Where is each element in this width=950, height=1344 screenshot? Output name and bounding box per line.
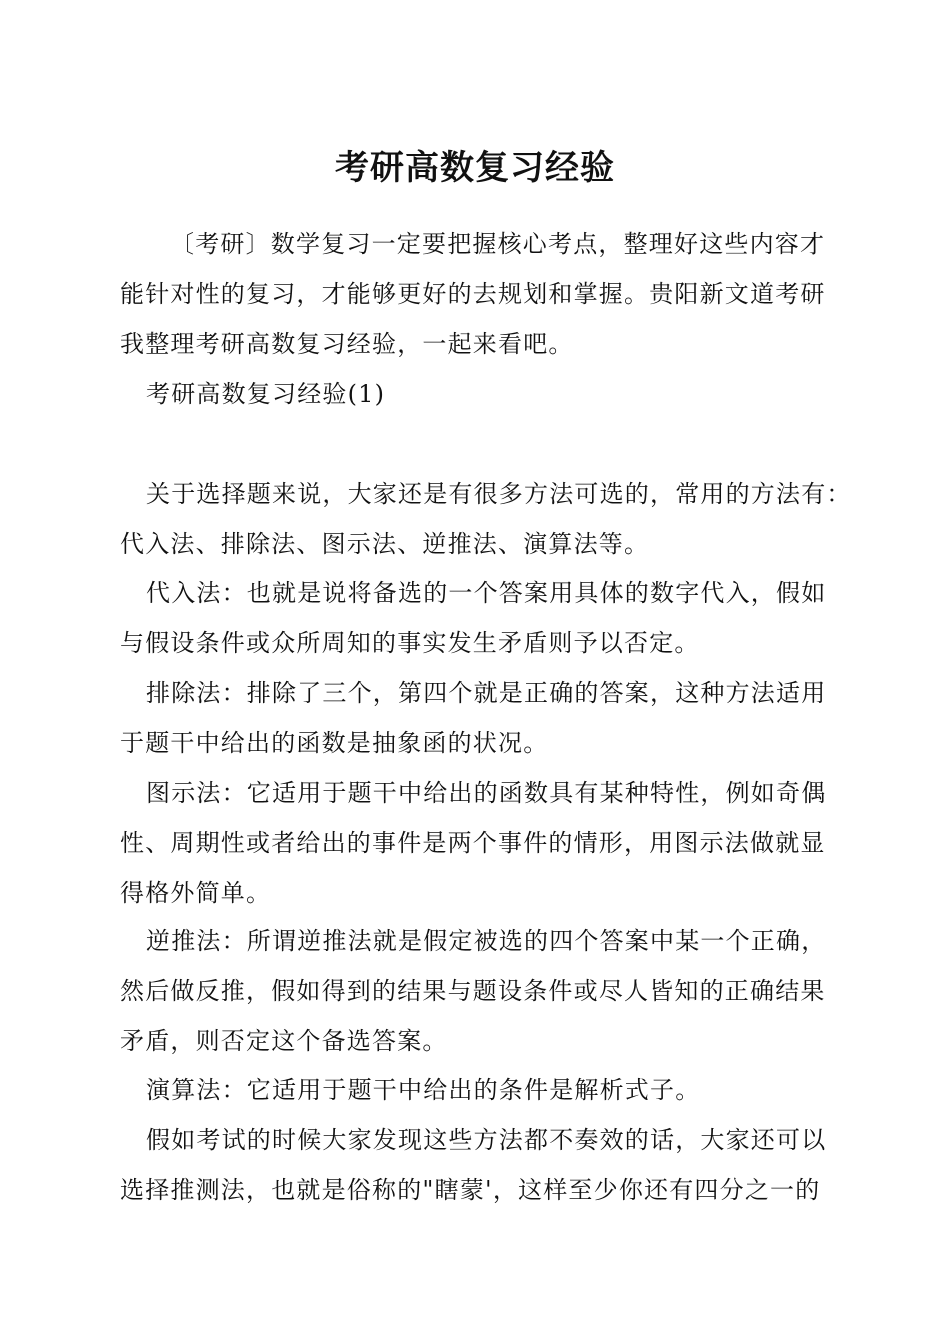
paragraph-graphic-line-2: 性、周期性或者给出的事件是两个事件的情形，用图示法做就显 <box>120 829 826 857</box>
paragraph-guess-line-2: 选择推测法，也就是俗称的"瞎蒙'，这样至少你还有四分之一的 <box>120 1176 821 1204</box>
paragraph-methods-line-1: 关于选择题来说，大家还是有很多方法可选的，常用的方法有： <box>146 480 852 508</box>
paragraph-reverse-line-2: 然后做反推，假如得到的结果与题设条件或尽人皆知的正确结果 <box>120 977 826 1005</box>
paragraph-calculation-line-1: 演算法：它适用于题干中给出的条件是解析式子。 <box>146 1076 701 1104</box>
paragraph-intro-line-3: 我整理考研高数复习经验，一起来看吧。 <box>120 330 574 358</box>
paragraph-graphic-line-1: 图示法：它适用于题干中给出的函数具有某种特性，例如奇偶 <box>146 779 827 807</box>
paragraph-reverse-line-1: 逆推法：所谓逆推法就是假定被选的四个答案中某一个正确， <box>146 927 827 955</box>
paragraph-intro-line-2: 能针对性的复习，才能够更好的去规划和掌握。贵阳新文道考研 <box>120 280 826 308</box>
paragraph-elimination-line-1: 排除法：排除了三个，第四个就是正确的答案，这种方法适用 <box>146 679 827 707</box>
paragraph-graphic-line-3: 得格外简单。 <box>120 879 272 907</box>
section-heading: 考研高数复习经验(1) <box>146 380 386 408</box>
document-title: 考研高数复习经验 <box>335 148 615 188</box>
paragraph-reverse-line-3: 矛盾，则否定这个备选答案。 <box>120 1027 448 1055</box>
paragraph-elimination-line-2: 于题干中给出的函数是抽象函的状况。 <box>120 729 549 757</box>
paragraph-methods-line-2: 代入法、排除法、图示法、逆推法、演算法等。 <box>120 530 650 558</box>
paragraph-intro-line-1: 〔考研〕数学复习一定要把握核心考点，整理好这些内容才 <box>170 230 826 258</box>
paragraph-substitution-line-1: 代入法：也就是说将备选的一个答案用具体的数字代入，假如 <box>146 579 827 607</box>
paragraph-substitution-line-2: 与假设条件或众所周知的事实发生矛盾则予以否定。 <box>120 629 700 657</box>
paragraph-guess-line-1: 假如考试的时候大家发现这些方法都不奏效的话，大家还可以 <box>146 1126 827 1154</box>
